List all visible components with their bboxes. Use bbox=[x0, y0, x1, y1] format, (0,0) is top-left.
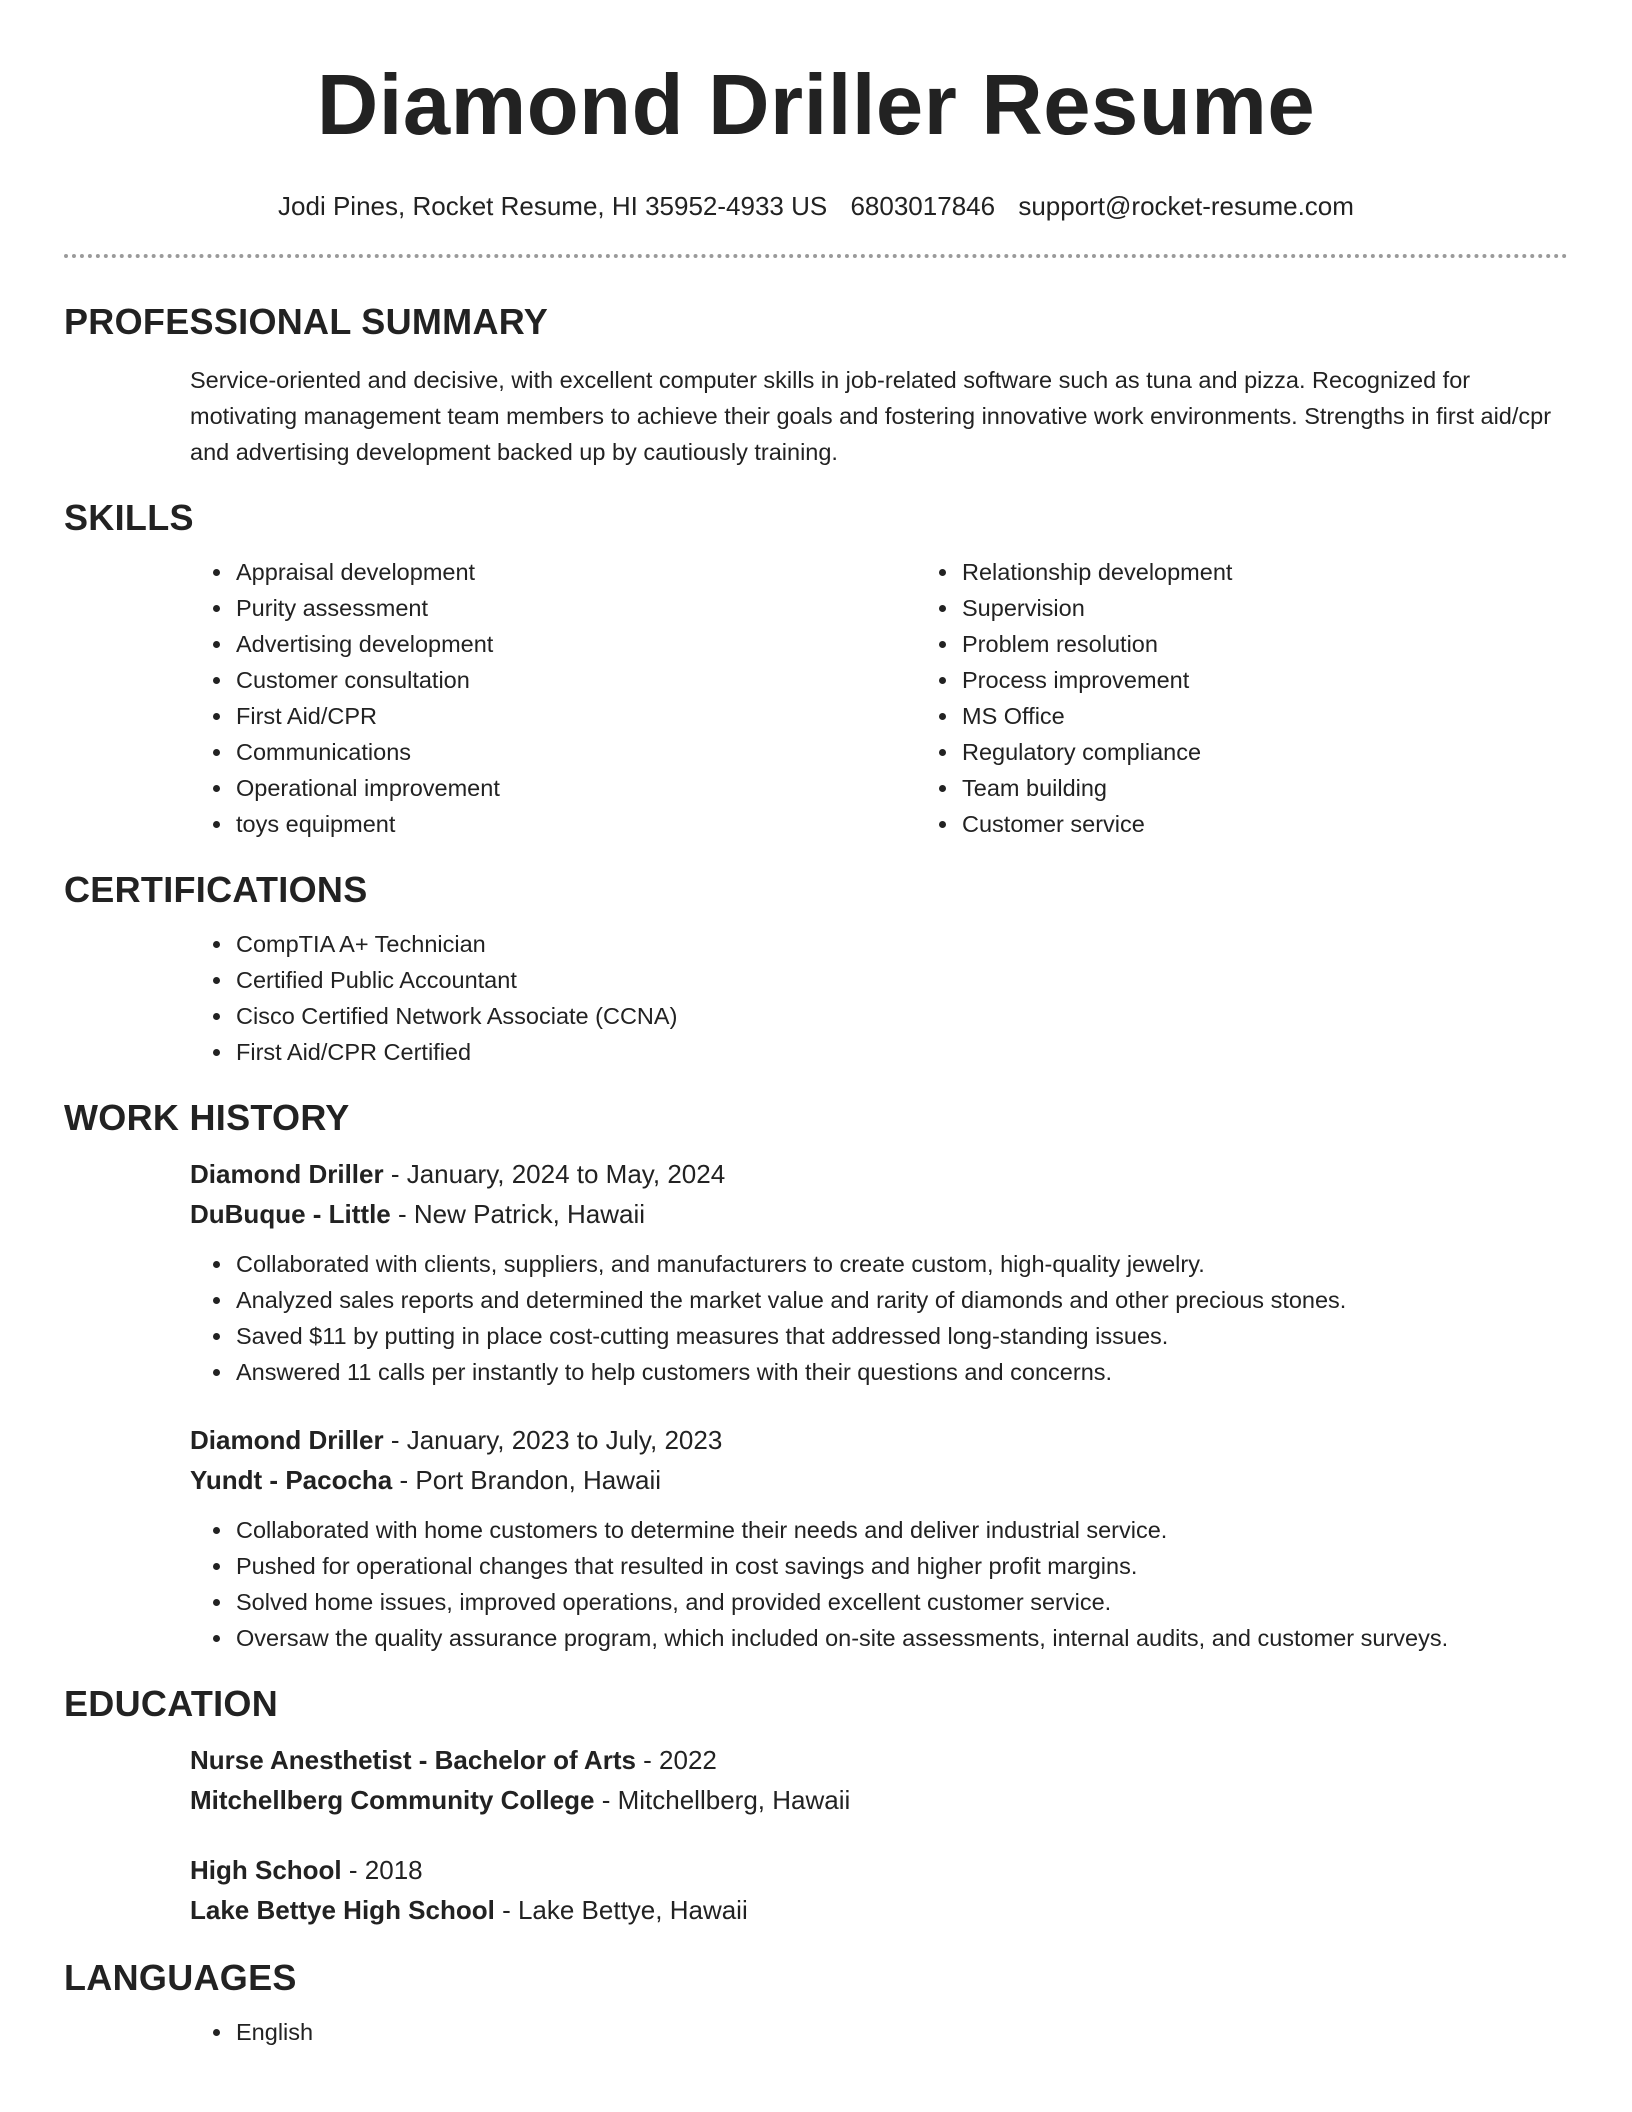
skill-item: • Appraisal development bbox=[234, 554, 914, 590]
job-bullet: • Pushed for operational changes that resulted in cost savings and higher profit margins. bbox=[234, 1548, 1568, 1584]
job-bullet: • Answered 11 calls per instantly to help customers with their questions and concerns. bbox=[234, 1354, 1568, 1390]
education-degree: Nurse Anesthetist - Bachelor of Arts bbox=[190, 1745, 636, 1775]
skills-columns bbox=[64, 554, 1568, 842]
contact-email: support@rocket-resume.com bbox=[1018, 191, 1354, 221]
education-school: Lake Bettye High School bbox=[190, 1895, 495, 1925]
skill-item: • MS Office bbox=[960, 698, 1568, 734]
certification-item: • CompTIA A+ Technician bbox=[234, 926, 1568, 962]
certifications-section bbox=[64, 868, 1568, 1070]
skill-item: • Team building bbox=[960, 770, 1568, 806]
job-entry bbox=[64, 1154, 1568, 1234]
summary-text: Service-oriented and decisive, with excellent computer skills in job-related software such as tuna and pizza. Recognized for motivating management team members to achieve their goals and fostering innovative work environments. Strengths in first aid/cpr and advertising development backed up by cautiously training. bbox=[190, 367, 1552, 465]
job-entry bbox=[64, 1420, 1568, 1500]
education-heading: EDUCATION bbox=[64, 1683, 279, 1724]
job-bullets bbox=[64, 1246, 1568, 1390]
skill-item: • Process improvement bbox=[960, 662, 1568, 698]
languages-heading: LANGUAGES bbox=[64, 1957, 297, 1998]
education-degree-line bbox=[190, 1740, 1568, 1780]
job-location: - New Patrick, Hawaii bbox=[390, 1199, 646, 1229]
skills-heading: SKILLS bbox=[64, 497, 194, 538]
languages-list bbox=[64, 2014, 1568, 2050]
work-history-heading: WORK HISTORY bbox=[64, 1097, 350, 1138]
contact-line bbox=[64, 188, 1568, 224]
resume-title: Diamond Driller Resume bbox=[316, 58, 1316, 153]
skill-item: • First Aid/CPR bbox=[234, 698, 914, 734]
certification-item: • Cisco Certified Network Associate (CCNA) bbox=[234, 998, 1568, 1034]
job-company: Yundt - Pacocha bbox=[190, 1465, 393, 1495]
job-bullet: • Collaborated with home customers to determine their needs and deliver industrial service. bbox=[234, 1512, 1568, 1548]
languages-section bbox=[64, 1956, 1568, 2050]
job-bullet: • Analyzed sales reports and determined the market value and rarity of diamonds and other precious stones. bbox=[234, 1282, 1568, 1318]
skill-item: • toys equipment bbox=[234, 806, 914, 842]
education-entry bbox=[64, 1850, 1568, 1930]
skill-item: • Purity assessment bbox=[234, 590, 914, 626]
job-bullet: • Collaborated with clients, suppliers, and manufacturers to create custom, high-quality jewelry. bbox=[234, 1246, 1568, 1282]
job-bullet: • Oversaw the quality assurance program, which included on-site assessments, internal audits, and customer surveys. bbox=[234, 1620, 1568, 1656]
skill-item: • Advertising development bbox=[234, 626, 914, 662]
certification-item: • First Aid/CPR Certified bbox=[234, 1034, 1568, 1070]
contact-address: Jodi Pines, Rocket Resume, HI 35952-4933 US bbox=[278, 191, 828, 221]
education-degree: High School bbox=[190, 1855, 342, 1885]
education-school-line bbox=[190, 1780, 1568, 1820]
certifications-list bbox=[64, 926, 1568, 1070]
certification-item: • Certified Public Accountant bbox=[234, 962, 1568, 998]
job-company-line bbox=[190, 1460, 1568, 1500]
job-dates: - January, 2023 to July, 2023 bbox=[383, 1425, 723, 1455]
skill-item: • Supervision bbox=[960, 590, 1568, 626]
skill-item: • Communications bbox=[234, 734, 914, 770]
education-school: Mitchellberg Community College bbox=[190, 1785, 595, 1815]
job-title: Diamond Driller bbox=[190, 1159, 384, 1189]
job-title-line bbox=[190, 1420, 1568, 1460]
job-title: Diamond Driller bbox=[190, 1425, 384, 1455]
job-company: DuBuque - Little bbox=[190, 1199, 391, 1229]
skills-section bbox=[64, 496, 1568, 842]
skill-item: • Regulatory compliance bbox=[960, 734, 1568, 770]
skill-item: • Operational improvement bbox=[234, 770, 914, 806]
education-location: - Mitchellberg, Hawaii bbox=[594, 1785, 851, 1815]
job-bullet: • Saved $11 by putting in place cost-cutting measures that addressed long-standing issues. bbox=[234, 1318, 1568, 1354]
education-degree-line bbox=[190, 1850, 1568, 1890]
summary-heading: PROFESSIONAL SUMMARY bbox=[64, 301, 549, 342]
job-dates: - January, 2024 to May, 2024 bbox=[383, 1159, 726, 1189]
language-item: • English bbox=[234, 2014, 1568, 2050]
skill-item: • Customer consultation bbox=[234, 662, 914, 698]
skill-item: • Problem resolution bbox=[960, 626, 1568, 662]
skills-right-column bbox=[914, 554, 1568, 842]
job-bullets bbox=[64, 1512, 1568, 1656]
contact-phone: 6803017846 bbox=[850, 191, 996, 221]
certifications-heading: CERTIFICATIONS bbox=[64, 869, 368, 910]
education-year: - 2022 bbox=[635, 1745, 717, 1775]
education-section bbox=[64, 1682, 1568, 1930]
skills-left-column bbox=[64, 554, 914, 842]
skill-item: • Customer service bbox=[960, 806, 1568, 842]
education-school-line bbox=[190, 1890, 1568, 1930]
job-location: - Port Brandon, Hawaii bbox=[392, 1465, 662, 1495]
work-history-section bbox=[64, 1096, 1568, 1656]
summary-section bbox=[64, 300, 1568, 470]
education-location: - Lake Bettye, Hawaii bbox=[494, 1895, 748, 1925]
education-entry bbox=[64, 1740, 1568, 1820]
header-divider bbox=[64, 254, 1568, 258]
job-title-line bbox=[190, 1154, 1568, 1194]
education-year: - 2018 bbox=[341, 1855, 423, 1885]
job-bullet: • Solved home issues, improved operations, and provided excellent customer service. bbox=[234, 1584, 1568, 1620]
skill-item: • Relationship development bbox=[960, 554, 1568, 590]
job-company-line bbox=[190, 1194, 1568, 1234]
